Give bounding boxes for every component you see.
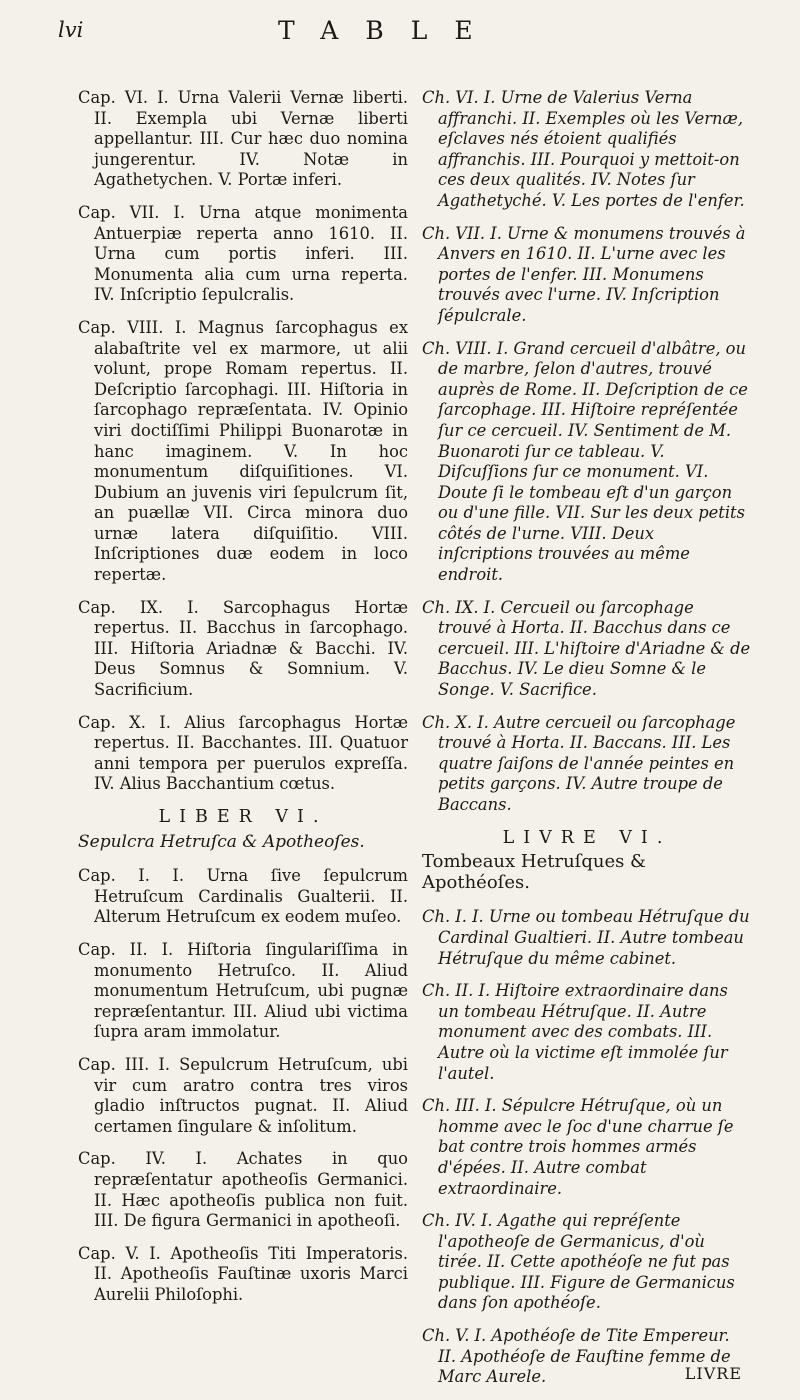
french-entry: Ch. V. I. Apothéoſe de Tite Empereur. II. Apothéoſe de Fauſtine femme de Marc Aurele. — [422, 1326, 731, 1387]
folio-number: lvi — [58, 18, 84, 42]
french-entry: Ch. II. I. Hiſtoire extraordinaire dans un tombeau Hétruſque. II. Autre monument avec des combats. III. Autre où la victime eſt immolée ſur l'autel. — [422, 981, 728, 1083]
french-entry: Ch. VI. I. Urne de Valerius Verna affranchi. II. Exemples où les Vernæ, eſclaves nés étoient qualifiés affranchis. III. Pourquoi y mettoit-on ces deux qualités. IV. Notes ſur Agathetyché. V. Les portes de l'enfer. — [422, 88, 745, 210]
latin-entry: Cap. VI. I. Urna Valerii Vernæ liberti. II. Exempla ubi Vernæ liberti appellantur. III. Cur hæc duo nomina jungerentur. IV. Notæ in Agathetychen. V. Portæ inferi. — [78, 88, 408, 190]
latin-entry: Cap. I. I. Urna ſive ſepulcrum Hetruſcum Cardinalis Gualterii. II. Alterum Hetruſcum ex eodem muſeo. — [78, 866, 408, 927]
livre-subtitle: Tombeaux Hetruſques & Apothéoſes. — [422, 851, 647, 893]
french-entry: Ch. IV. I. Agathe qui repréſente l'apotheoſe de Germanicus, d'où tirée. II. Cette apothéoſe ne fut pas publique. III. Figure de Germanicus dans ſon apothéoſe. — [422, 1211, 735, 1313]
french-column — [422, 88, 752, 1400]
french-entry: Ch. III. I. Sépulcre Hétruſque, où un homme avec le ſoc d'une charrue ſe bat contre trois hommes armés d'épées. II. Autre combat extraordinaire. — [422, 1096, 734, 1198]
french-entry: Ch. I. I. Urne ou tombeau Hétruſque du Cardinal Gualtieri. II. Autre tombeau Hétruſque du même cabinet. — [422, 907, 750, 968]
latin-entry: Cap. X. I. Alius ſarcophagus Hortæ repertus. II. Bacchantes. III. Quatuor anni tempora per puerulos expreſſa. IV. Alius Bacchantium cœtus. — [78, 712, 408, 794]
french-entry: Ch. VII. I. Urne & monumens trouvés à Anvers en 1610. II. L'urne avec les portes de l'enfer. III. Monumens trouvés avec l'urne. IV. Inſcription ſépulcrale. — [422, 223, 746, 325]
latin-entry: Cap. II. I. Hiſtoria ſingulariſſima in monumento Hetruſco. II. Aliud monumentum Hetruſcum, ubi pugnæ repræſentantur. III. Aliud ubi victima ſupra aram immolatur. — [78, 939, 408, 1042]
latin-entry: Cap. IV. I. Achates in quo repræſentatur apotheoſis Germanici. II. Hæc apotheoſis publica non fuit. III. De figura Germanici in apotheoſi. — [78, 1149, 408, 1231]
page-header — [58, 18, 742, 58]
french-entry: Ch. VIII. I. Grand cercueil d'albâtre, ou de marbre, ſelon d'autres, trouvé auprès de Rome. II. Deſcription de ce ſarcophage. III. Hiſtoire repréſentée ſur ce cercueil. IV. Sentiment de M. Buonaroti ſur ce tableau. V. Diſcuſſions ſur ce monument. VI. Doute ſi le tombeau eſt d'un garçon ou d'une fille. VII. Sur les deux petits côtés de l'urne. VIII. Deux inſcriptions trouvées au même endroit. — [422, 338, 748, 585]
latin-entry: Cap. VIII. I. Magnus ſarcophagus ex alabaſtrite vel ex marmore, ut alii volunt, prope Romam repertus. II. Deſcriptio ſarcophagi. III. Hiſtoria in ſarcophago repræſentata. IV. Opinio viri doctiſſimi Philippi Buonarotæ in hanc imaginem. V. In hoc monumentum diſquiſitiones. VI. Dubium an juvenis viri ſepulcrum ſit, an puællæ VII. Circa minora duo urnæ latera diſquiſitio. VIII. Inſcriptiones duæ eodem in loco repertæ. — [78, 317, 408, 585]
latin-entry: Cap. V. I. Apotheoſis Titi Imperatoris. II. Apotheoſis Fauſtinæ uxoris Marci Aurelii Philoſophi. — [78, 1243, 408, 1304]
livre-title: LIVRE VI. — [502, 827, 672, 848]
latin-column — [78, 88, 408, 1317]
catchword: LIVRE — [684, 1364, 742, 1383]
running-title: TABLE — [278, 16, 500, 45]
liber-subtitle: Sepulcra Hetruſca & Apotheoſes. — [78, 831, 365, 852]
latin-entry: Cap. III. I. Sepulcrum Hetruſcum, ubi vir cum aratro contra tres viros gladio inſtructos pugnat. II. Aliud certamen ſingulare & inſolitum. — [78, 1054, 408, 1136]
latin-entry: Cap. VII. I. Urna atque monimenta Antuerpiæ reperta anno 1610. II. Urna cum portis inferi. III. Monumenta alia cum urna reperta. IV. Inſcriptio ſepulcralis. — [78, 202, 408, 305]
latin-entry: Cap. IX. I. Sarcophagus Hortæ repertus. II. Bacchus in ſarcophago. III. Hiſtoria Ariadnæ & Bacchi. IV. Deus Somnus & Somnium. V. Sacrificium. — [78, 597, 408, 700]
liber-title: LIBER VI. — [158, 807, 328, 827]
french-entry: Ch. IX. I. Cercueil ou ſarcophage trouvé à Horta. II. Bacchus dans ce cercueil. III. L'hiſtoire d'Ariadne & de Bacchus. IV. Le dieu Somne & le Songe. V. Sacrifice. — [422, 597, 751, 700]
french-entry: Ch. X. I. Autre cercueil ou ſarcophage trouvé à Horta. II. Baccans. III. Les quatre ſaiſons de l'année peintes en petits garçons. IV. Autre troupe de Baccans. — [422, 712, 736, 814]
